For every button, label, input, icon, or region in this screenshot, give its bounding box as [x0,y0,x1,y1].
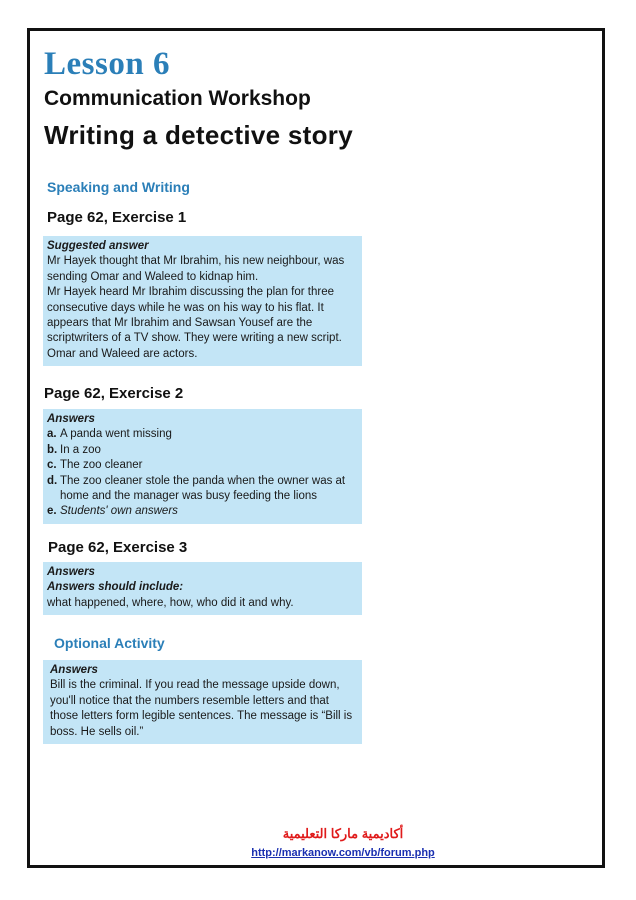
list-item [47,458,357,473]
exercise1-paragraph: Mr Hayek thought that Mr Ibrahim, his new neighbour, was sending Omar and Waleed to kidnap him. [47,255,345,283]
lesson-title: Lesson 6 [44,46,170,82]
exercise2-label: Answers [47,413,95,425]
optional-answer-box [43,660,362,744]
exercise3-label: Answers [47,566,95,578]
item-text: Students' own answers [60,505,178,518]
item-text: The zoo cleaner stole the panda when the owner was at home and the manager was busy feeding the lions [60,474,346,503]
exercise2-heading: Page 62, Exercise 2 [44,385,184,402]
item-text: A panda went missing [60,428,172,441]
list-item [47,504,357,519]
exercise1-paragraph: Mr Hayek heard Mr Ibrahim discussing the plan for three consecutive days while he was on his way to his flat. It appears that Mr Ibrahim and Sawsan Yousef are the scriptwriters of a TV show. They were writing a new script. Omar and Waleed are actors. [47,286,342,360]
optional-text: Bill is the criminal. If you read the message upside down, you'll notice that the numbers resemble letters and that those letters form legible sentences. The message is “Bill is boss. He sells oil.” [50,679,353,738]
section-speaking-writing: Speaking and Writing [47,179,190,195]
optional-label: Answers [50,664,98,676]
item-letter: b. [47,443,58,456]
item-text: The zoo cleaner [60,459,143,472]
item-text: In a zoo [60,443,101,456]
item-letter: a. [47,428,57,441]
item-letter: e. [47,505,57,518]
workshop-title: Communication Workshop [44,87,311,110]
exercise1-label: Suggested answer [47,240,149,252]
exercise2-answer-list [47,427,357,519]
item-letter: c. [47,459,57,472]
exercise3-answer-box [43,562,362,615]
item-letter: d. [47,474,58,487]
footer-academy-name: أكاديمية ماركا التعليمية [282,826,404,841]
footer-forum-link[interactable]: http://markanow.com/vb/forum.php [251,847,435,859]
exercise3-heading: Page 62, Exercise 3 [48,539,188,556]
exercise1-answer-box [43,236,362,366]
list-item [47,474,357,505]
page-title: Writing a detective story [44,120,353,150]
exercise2-answer-box [43,409,362,524]
exercise3-text: what happened, where, how, who did it and why. [47,596,294,609]
exercise3-sublabel: Answers should include: [47,581,184,594]
list-item [47,427,357,442]
exercise1-heading: Page 62, Exercise 1 [47,209,187,226]
optional-activity-heading: Optional Activity [54,635,165,651]
list-item [47,443,357,458]
